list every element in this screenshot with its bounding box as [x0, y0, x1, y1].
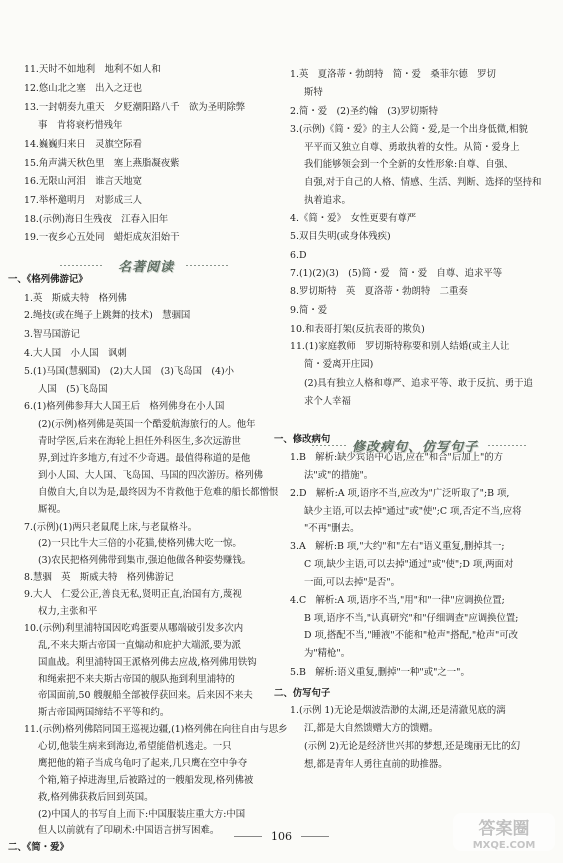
answer-line: 3.智马国游记 [24, 329, 80, 341]
answer-line: 4.C 解析:A 项,语序不当,"用"和"一律"应调换位置; [290, 594, 505, 606]
answer-line: 1.(示例 1)无论是烟波浩渺的太湖,还是清澈见底的漓 [290, 705, 506, 717]
answer-line: 5.双目失明(或身体残疾) [290, 230, 391, 242]
answer-line: 青时学医,后来在海轮上担任外科医生,多次远游世 [38, 436, 241, 448]
answer-line: "不再"删去。 [304, 523, 360, 535]
answer-line: 二、仿写句子 [274, 687, 331, 699]
svg-text:MXQE.COM: MXQE.COM [472, 840, 536, 851]
answer-line: 江,都是大自然馈赠大方的馈赠。 [304, 723, 439, 735]
answer-line: 19.一夜乡心五处同 蜡炬成灰泪始干 [24, 231, 180, 243]
answer-line: 10.和表哥打架(反抗表哥的欺负) [290, 323, 425, 335]
answer-line: 权力,主张和平 [38, 605, 98, 617]
answer-line: 帝国面前,50 艘舰船全部被俘获回来。后来因不来夫 [38, 690, 253, 702]
answer-line: 11.(1)家庭教师 罗切斯特称要和别人结婚(或主人让 [290, 341, 510, 353]
page-number-rule-right [301, 836, 329, 837]
section-heading-mingzhu: 名著阅读 [118, 260, 175, 275]
answer-line: 个箱,箱子掉进海里,后被路过的一艘船发现,格列佛被 [38, 774, 254, 786]
answer-line: 一、修改病句 [274, 434, 331, 446]
answer-line: 求个人幸福 [304, 395, 351, 407]
answer-line: 15.角声满天秋色里 塞上燕脂凝夜紫 [24, 157, 180, 169]
answer-line: 12.悠山北之塞 出入之迂也 [24, 83, 143, 95]
answer-line: 国血战。利里浦特国王派格列佛去应战,格列佛用铁钩 [38, 656, 257, 668]
answer-line: 执着追求。 [304, 195, 351, 207]
section-rule-right-2 [488, 445, 528, 446]
answer-line: 一面,可以去掉"是否"。 [304, 576, 400, 588]
answer-line: 3.(示例)《简・爱》的主人公简・爱,是一个出身低微,相貌 [290, 123, 528, 135]
answer-line: 法"或"的措施"。 [304, 469, 374, 481]
answer-line: 简・爱离开庄园) [304, 359, 374, 371]
answer-line: B 项,语序不当,"认真研究"和"仔细调查"应调换位置; [304, 612, 519, 624]
answer-line: 想,都是青年人勇往直前的助推器。 [304, 758, 448, 770]
answer-line: (2)中国人的书写自上而下:中国服装庄重大方:中国 [38, 808, 246, 820]
answer-line: 2.D 解析:A 项,语序不当,应改为"广泛听取了";B 项, [290, 487, 510, 499]
answer-line: 人国 (5)飞岛国 [38, 383, 108, 395]
answer-line: (2)一只比牛大三倍的小花猫,使格列佛大吃一惊。 [38, 538, 242, 550]
answer-line: 7.(示例)(1)两只老鼠爬上床,与老鼠格斗。 [24, 521, 198, 533]
answer-line: 缺少主语,可以去掉"通过"或"使";C 项,否定不当,应将 [304, 505, 522, 517]
answer-line: 16.无限山河泪 谁言天地宽 [24, 176, 143, 188]
section-heading-xiugai: 修改病句、仿写句子 [352, 440, 479, 455]
answer-line: 6.D [290, 249, 307, 261]
answer-line: 14.巍巍归来日 灵旗空际看 [24, 138, 143, 150]
answer-line: 界,到过许多地方,有过不少奇遇。最值得称道的是他 [38, 453, 251, 465]
answer-line: 一、《格列佛游记》 [8, 273, 88, 285]
answer-line: 2.简・爱 (2)圣约翰 (3)罗切斯特 [290, 105, 439, 117]
answer-line: (2)具有独立人格和尊严、追求平等、敢于反抗、勇于追 [304, 378, 533, 390]
answer-line: 8.慧骃 英 斯威夫特 格列佛游记 [24, 572, 174, 584]
answer-line: 17.举杯邀明月 对影成三人 [24, 195, 143, 207]
answer-line: 和绳索把不来夫斯古帝国的舰队拖到利里浦特的 [38, 673, 235, 685]
section-rule-right [186, 265, 228, 266]
answer-line: 10.(示例)利里浦特国因吃鸡蛋要从哪端破引发多次内 [24, 622, 244, 634]
answer-line: (2)(示例)格列佛是英国一个酷爱航海旅行的人。他年 [38, 419, 256, 431]
answer-line: 1.英 夏洛蒂・勃朗特 简・爱 桑菲尔德 罗切 [290, 69, 496, 81]
answer-line: 斯特 [304, 87, 323, 99]
answer-line: 到小人国、大人国、飞岛国、马国的四次游历。格列佛 [38, 469, 264, 481]
answer-line: 自傲自大,自以为是,最终因为不肯救他于危难的船长都憎恨 [38, 486, 279, 498]
section-rule-left-2 [312, 445, 346, 446]
answer-line: 18.(示例)海日生残夜 江春入旧年 [24, 213, 169, 225]
answer-line: 9.大人 仁爱公正,善良无私,贤明正直,治国有方,蔑视 [24, 589, 242, 601]
answer-line: 6.(1)格列佛参拜大人国王后 格列佛身在小人国 [24, 401, 225, 413]
answer-line: 斯古帝国两国缔结不平等和约。 [38, 707, 170, 719]
answer-line: 我们能够领会到一个全新的女性形象:自尊、自强、 [304, 159, 514, 171]
answer-line: 1.B 解析:缺少宾语中心语,应在"和合"后加上"的方 [290, 452, 504, 464]
answer-line: 鹰把他的箱子当成乌龟叼了起来,几只鹰在空中争夺 [38, 757, 248, 769]
answer-line: 4.《简・爱》 女性更要有尊严 [290, 212, 417, 224]
answer-line: 5.B 解析:语义重复,删掉"一种"或"之一"。 [290, 666, 470, 678]
svg-text:答案圈: 答案圈 [478, 819, 530, 839]
answer-line: 1.英 斯威夫特 格列佛 [24, 292, 127, 304]
answer-line: 为"精枪"。 [304, 648, 351, 660]
answer-line: 11.(示例)格列佛陪同国王巡视边疆,(1)格列佛在向往自由与思乡 [24, 724, 288, 736]
answer-line: 9.简・爱 [290, 304, 328, 316]
answer-line: 7.(1)(2)(3) (5)简・爱 简・爱 自尊、追求平等 [290, 268, 503, 280]
answer-line: 2.绳技(或在绳子上跳舞的技术) 慧骃国 [24, 310, 191, 322]
answer-line: (示例 2)无论是经济世兴邦的梦想,还是瑰丽无比的幻 [304, 741, 521, 753]
answer-line: 救,格列佛获救后回到英国。 [38, 791, 154, 803]
answer-line: 但人以前就有了印刷术:中国语言拼写困难。 [38, 825, 220, 837]
answer-line: D 项,搭配不当,"睡液"不能和"枪声"搭配,"枪声"可改 [304, 630, 519, 642]
answer-line: (3)农民把格列佛带到集市,强迫他做各种姿势赚钱。 [38, 555, 252, 567]
answer-line: 3.A 解析:B 项,"大约"和"左右"语义重复,删掉其一; [290, 541, 505, 553]
answer-line: 乱,不来夫斯古帝国一直煽动和庇护大端派,要为派 [38, 639, 241, 651]
answer-line: 5.(1)马国(慧骃国) (2)大人国 (3)飞岛国 (4)小 [24, 365, 235, 377]
answer-line: 二、《简・爱》 [8, 842, 69, 854]
answer-line: 8.罗切斯特 英 夏洛蒂・勃朗特 二重奏 [290, 286, 468, 298]
answer-line: 心切,他装生病来到海边,希望能借机逃走。一只 [38, 741, 232, 753]
answer-line: C 项,缺少主语,可以去掉"通过"或"使";D 项,两面对 [304, 559, 514, 571]
answer-line: 4.大人国 小人国 讽刺 [24, 348, 127, 359]
answer-line: 事 肯将衰朽惜残年 [38, 120, 123, 132]
answer-line: 自强,对于自己的人格、情感、生活、判断、选择的坚持和 [304, 177, 542, 189]
section-rule-left [60, 265, 102, 266]
answer-line: 厮视。 [38, 503, 67, 515]
answer-line: 13.一封朝奏九重天 夕贬潮阳路八千 欲为圣明除弊 [24, 102, 246, 114]
answer-line: 平平而又独立自尊、勇敢执着的女性。从简・爱身上 [304, 141, 520, 153]
answer-line: 11.天时不如地利 地利不如人和 [24, 63, 161, 75]
page-number: 106 [271, 830, 292, 843]
watermark-logo [451, 809, 557, 855]
